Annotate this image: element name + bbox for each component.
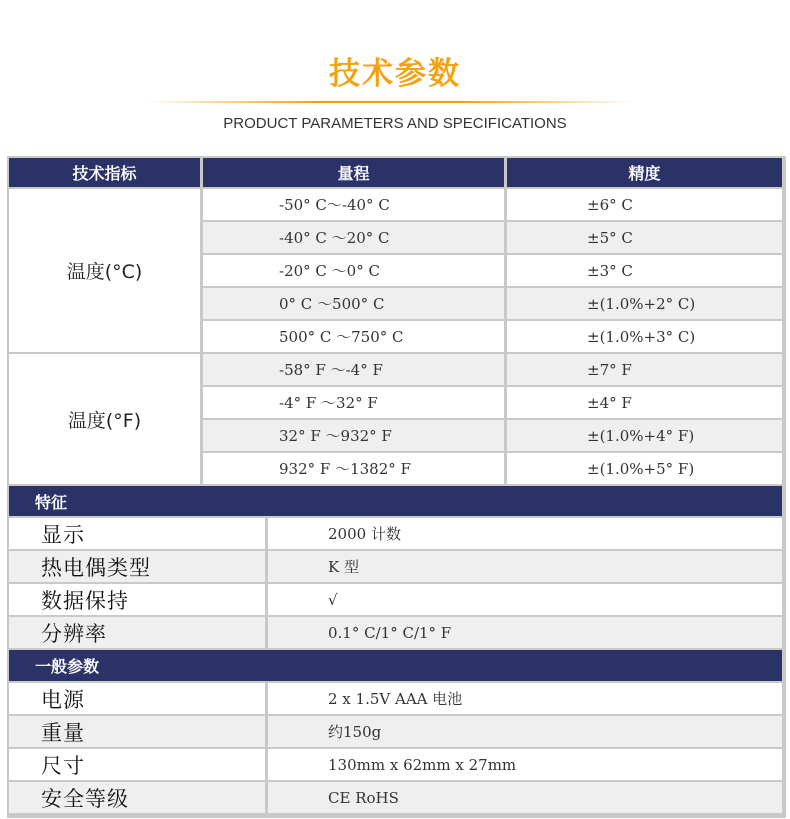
range-cell: 932° F ～1382° F <box>203 453 504 484</box>
feature-label: 分辨率 <box>9 617 265 648</box>
feature-value: 0.1° C/1° C/1° F <box>268 617 782 648</box>
range-cell: -50° C～-40° C <box>203 189 504 220</box>
range-cell: 500° C ～750° C <box>203 321 504 352</box>
page-subtitle: PRODUCT PARAMETERS AND SPECIFICATIONS <box>223 115 567 132</box>
accuracy-cell: ±(1.0%+3° C) <box>507 321 782 352</box>
general-value: CE RoHS <box>268 782 782 813</box>
general-value: 130mm x 62mm x 27mm <box>268 749 782 780</box>
group-label-fahrenheit: 温度(°F) <box>9 354 200 484</box>
accuracy-cell: ±3° C <box>507 255 782 286</box>
feature-label: 显示 <box>9 518 265 549</box>
column-header-indicator: 技术指标 <box>9 158 200 187</box>
column-header-accuracy: 精度 <box>507 158 782 187</box>
range-cell: 32° F ～932° F <box>203 420 504 451</box>
range-cell: -4° F ～32° F <box>203 387 504 418</box>
range-cell: -58° F ～-4° F <box>203 354 504 385</box>
feature-value: 2000 计数 <box>268 518 782 549</box>
section-header-general: 一般参数 <box>9 650 782 681</box>
title-divider <box>145 101 635 103</box>
group-label-celsius: 温度(°C) <box>9 189 200 352</box>
accuracy-cell: ±7° F <box>507 354 782 385</box>
general-label: 重量 <box>9 716 265 747</box>
general-label: 安全等级 <box>9 782 265 813</box>
spec-sheet <box>7 156 786 818</box>
section-header-features: 特征 <box>9 486 782 516</box>
general-label: 电源 <box>9 683 265 714</box>
accuracy-cell: ±(1.0%+5° F) <box>507 453 782 484</box>
accuracy-cell: ±(1.0%+4° F) <box>507 420 782 451</box>
range-cell: -40° C ～20° C <box>203 222 504 253</box>
accuracy-cell: ±6° C <box>507 189 782 220</box>
accuracy-cell: ±5° C <box>507 222 782 253</box>
column-header-range: 量程 <box>203 158 504 187</box>
general-label: 尺寸 <box>9 749 265 780</box>
page-title: 技术参数 <box>329 56 461 92</box>
range-cell: 0° C ～500° C <box>203 288 504 319</box>
general-value: 2 x 1.5V AAA 电池 <box>268 683 782 714</box>
range-cell: -20° C ～0° C <box>203 255 504 286</box>
feature-label: 热电偶类型 <box>9 551 265 582</box>
feature-label: 数据保持 <box>9 584 265 615</box>
feature-value: √ <box>268 584 782 615</box>
accuracy-cell: ±4° F <box>507 387 782 418</box>
accuracy-cell: ±(1.0%+2° C) <box>507 288 782 319</box>
feature-value: K 型 <box>268 551 782 582</box>
general-value: 约150g <box>268 716 782 747</box>
